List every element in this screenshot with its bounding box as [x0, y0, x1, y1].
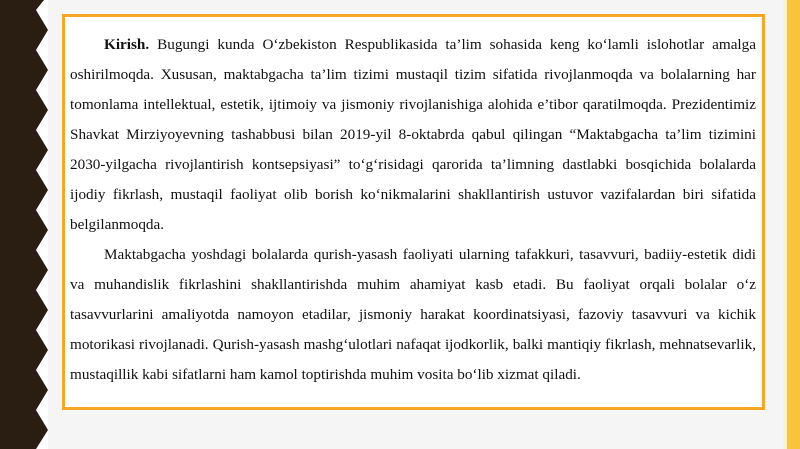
intro-text: Bugungi kunda O‘zbekiston Respublikasida ta’lim sohasida keng ko‘lamli islohotlar amalga oshirilmoqda. Xususan, maktabgacha ta’lim tizimi mustaqil tizim sifatida rivojlanmoqda va bolalarning har tomonlama intellektual, estetik, ijtimoiy va jismoniy rivojlanishiga alohida e’tibor qaratilmoqda. Prezidentimiz Shavkat Mirziyoyevning tashabbusi bilan 2019-yil 8-oktabrda qabul qilingan “Maktabgacha ta’lim tizimini 2030-yilgacha rivojlantirish kontsepsiyasi” to‘g‘risidagi qarorida ta’limning dastlabki bosqichida bolalarda ijodiy fikrlash, mustaqil faoliyat olib borish ko‘nikmalarini shakllantirish ustuvor vazifalardan biri sifatida belgilanmoqda.	[70, 36, 756, 233]
decorative-left-band	[0, 0, 48, 449]
zigzag-edge-decoration	[0, 0, 48, 449]
intro-heading: Kirish.	[104, 36, 150, 53]
text-frame	[62, 14, 765, 410]
decorative-right-strip	[783, 0, 800, 449]
body-paragraph: Maktabgacha yoshdagi bolalarda qurish-yasash faoliyati ularning tafakkuri, tasavvuri, badiiy-estetik didi va muhandislik fikrlashini shakllantirishda muhim ahamiyat kasb etadi. Bu faoliyat orqali bolalar o‘z tasavvurlarini amaliyotda namoyon etadilar, jismoniy harakat koordinatsiyasi, fazoviy tasavvuri va kichik motorikasi rivojlanadi. Qurish-yasash mashg‘ulotlari nafaqat ijodkorlik, balki mantiqiy fikrlash, mehnatsevarlik, mustaqillik kabi sifatlarni ham kamol toptirishda muhim vosita bo‘lib xizmat qiladi.	[70, 246, 756, 383]
intro-paragraph	[70, 30, 756, 240]
